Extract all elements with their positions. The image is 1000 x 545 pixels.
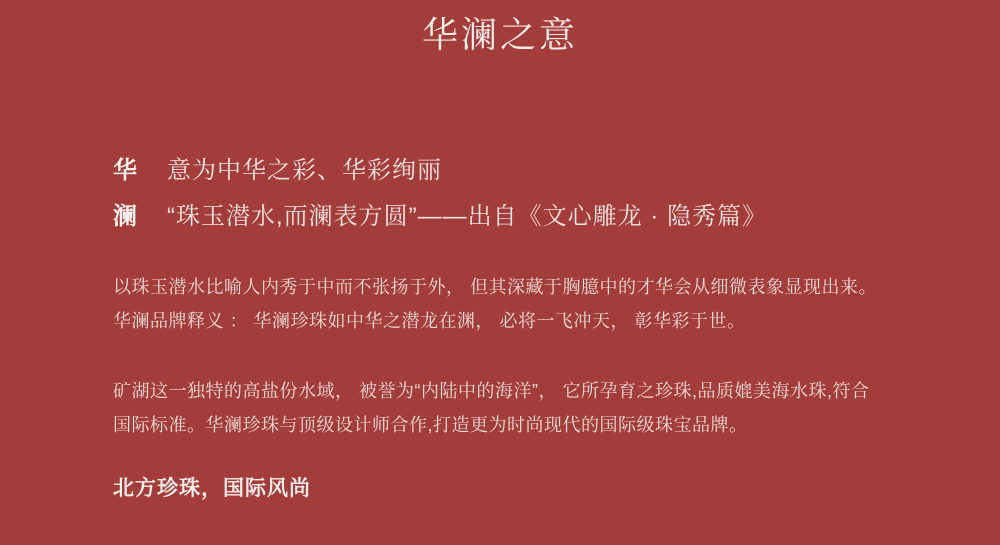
brand-character-lan-meaning: “珠玉潜水,而澜表方圆”——出自《文心雕龙 · 隐秀篇》 xyxy=(167,203,767,231)
brand-line-lan xyxy=(113,194,915,240)
paragraph-line: 以珠玉潜水比喻人内秀于中而不张扬于外， 但其深藏于胸臆中的才华会从细微表象显现出来。 xyxy=(113,277,877,298)
page-title: 华澜之意 xyxy=(421,14,578,55)
paragraph-line: 华澜品牌释义 ： 华澜珍珠如中华之潜龙在渊， 必将一飞冲天， 彰华彩于世。 xyxy=(113,311,746,332)
brand-meaning-paragraph xyxy=(113,270,915,338)
paragraph-line: 矿湖这一独特的高盐份水域， 被誉为“内陆中的海洋”， 它所孕育之珍珠,品质媲美海水珠,符合 xyxy=(113,381,870,402)
content-area xyxy=(0,148,1000,502)
brand-name-explanation xyxy=(113,148,915,240)
brand-slogan: 北方珍珠，国际风尚 xyxy=(113,477,311,501)
brand-character-lan: 澜 xyxy=(113,203,137,231)
paragraph-line: 国际标准。华澜珍珠与顶级设计师合作,打造更为时尚现代的国际级珠宝品牌。 xyxy=(113,415,748,436)
pearl-quality-paragraph xyxy=(113,374,915,442)
brand-line-hua xyxy=(113,148,915,194)
brand-character-hua: 华 xyxy=(113,157,137,185)
brand-character-hua-meaning: 意为中华之彩、华彩绚丽 xyxy=(167,157,442,185)
